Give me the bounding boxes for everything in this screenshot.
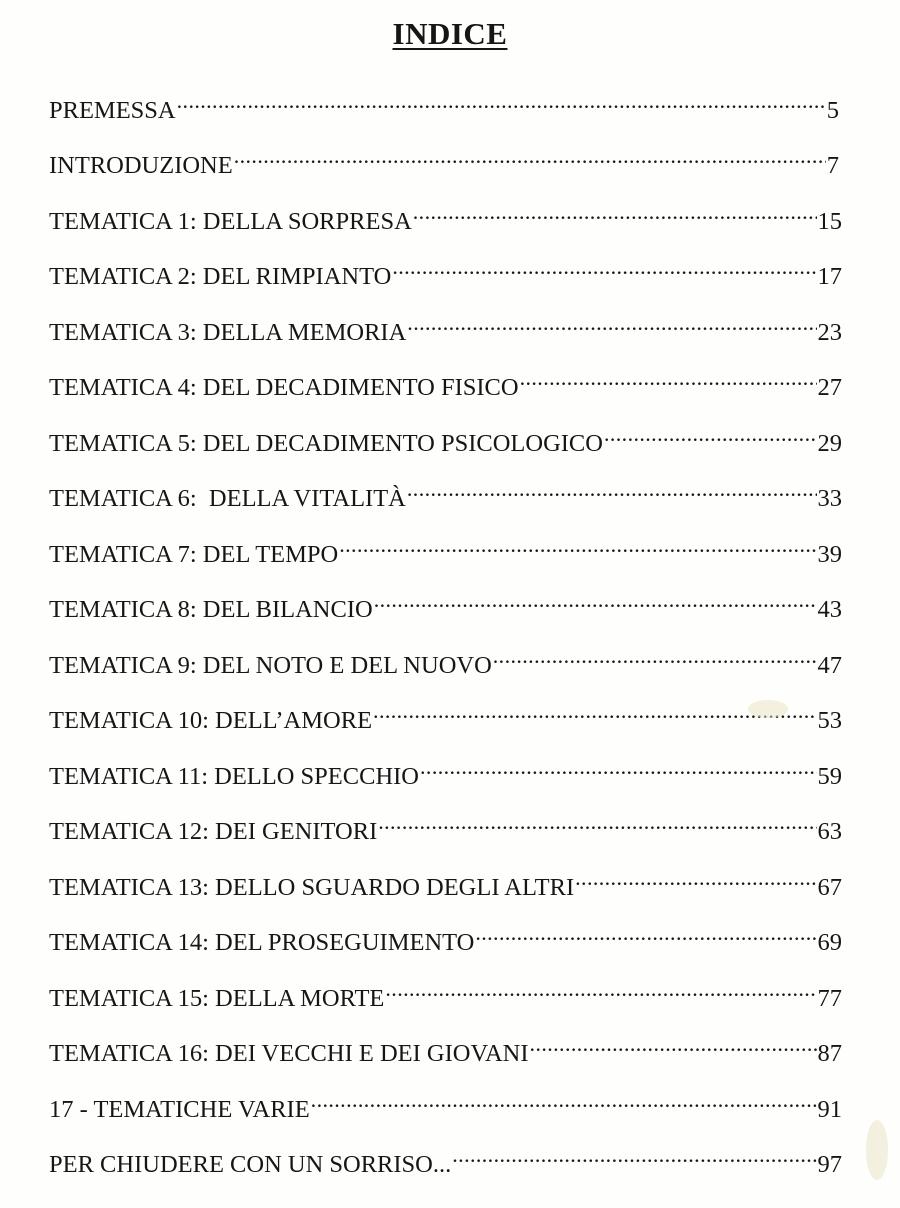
toc-entry-page: 87 xyxy=(817,1040,842,1067)
toc-entry-page: 27 xyxy=(817,374,842,401)
toc-entry-tematica-9[interactable] xyxy=(49,641,842,682)
toc-entry-label: TEMATICA 9: DEL NOTO E DEL NUOVO xyxy=(49,652,492,679)
toc-entry-tematica-7[interactable] xyxy=(49,530,842,571)
toc-entry-page: 77 xyxy=(817,985,842,1012)
toc-entry-label: TEMATICA 11: DELLO SPECCHIO xyxy=(49,763,420,790)
toc-entry-label: TEMATICA 5: DEL DECADIMENTO PSICOLOGICO xyxy=(49,430,603,457)
scan-speck xyxy=(748,700,788,718)
toc-entry-tematica-13[interactable] xyxy=(49,863,842,904)
page-title-text: INDICE xyxy=(392,16,508,51)
toc-entry-tematica-4[interactable] xyxy=(49,363,842,404)
toc-entry-page: 23 xyxy=(817,319,842,346)
toc-entry-tematica-10[interactable] xyxy=(49,696,842,737)
toc-dot-leader xyxy=(475,918,816,950)
toc-entry-page: 91 xyxy=(817,1096,842,1123)
toc-dot-leader xyxy=(520,363,817,395)
toc-entry-premessa[interactable] xyxy=(49,86,839,127)
toc-dot-leader xyxy=(407,308,816,340)
toc-entry-page: 69 xyxy=(817,929,842,956)
toc-entry-label: INTRODUZIONE xyxy=(49,152,233,179)
toc-entry-page: 29 xyxy=(817,430,842,457)
toc-entry-tematica-15[interactable] xyxy=(49,974,842,1015)
toc-dot-leader xyxy=(374,585,817,617)
toc-entry-page: 15 xyxy=(817,208,842,235)
toc-entry-label: TEMATICA 15: DELLA MORTE xyxy=(49,985,385,1012)
toc-entry-tematica-3[interactable] xyxy=(49,308,842,349)
toc-entry-tematica-5[interactable] xyxy=(49,419,842,460)
toc-dot-leader xyxy=(604,419,817,451)
toc-entry-tematica-2[interactable] xyxy=(49,252,842,293)
toc-entry-label: 17 - TEMATICHE VARIE xyxy=(49,1096,310,1123)
toc-entry-tematica-8[interactable] xyxy=(49,585,842,626)
toc-entry-label: TEMATICA 8: DEL BILANCIO xyxy=(49,596,373,623)
toc-entry-page: 97 xyxy=(817,1151,842,1178)
toc-dot-leader xyxy=(452,1140,816,1172)
toc-dot-leader xyxy=(420,752,816,784)
toc-entry-tematica-11[interactable] xyxy=(49,752,842,793)
toc-entry-tematiche-varie[interactable] xyxy=(49,1085,842,1126)
toc-entry-page: 47 xyxy=(817,652,842,679)
toc-dot-leader xyxy=(575,863,816,895)
toc-entry-label: TEMATICA 10: DELL’AMORE xyxy=(49,707,373,734)
toc-dot-leader xyxy=(311,1085,817,1117)
toc-entry-page: 7 xyxy=(826,152,839,179)
toc-entry-per-chiudere[interactable] xyxy=(49,1140,842,1181)
toc-entry-tematica-12[interactable] xyxy=(49,807,842,848)
toc-entry-page: 67 xyxy=(817,874,842,901)
toc-entry-label: TEMATICA 13: DELLO SGUARDO DEGLI ALTRI xyxy=(49,874,575,901)
toc-entry-label: TEMATICA 4: DEL DECADIMENTO FISICO xyxy=(49,374,519,401)
toc-entry-page: 5 xyxy=(826,97,839,124)
toc-entry-label: TEMATICA 2: DEL RIMPIANTO xyxy=(49,263,392,290)
toc-entry-page: 17 xyxy=(817,263,842,290)
toc-entry-page: 39 xyxy=(817,541,842,568)
toc-entry-label: TEMATICA 16: DEI VECCHI E DEI GIOVANI xyxy=(49,1040,529,1067)
toc-entry-page: 43 xyxy=(817,596,842,623)
toc-entry-tematica-6[interactable] xyxy=(49,474,842,515)
toc-dot-leader xyxy=(378,807,816,839)
toc-dot-leader xyxy=(413,197,817,229)
toc-entry-tematica-1[interactable] xyxy=(49,197,842,238)
toc-entry-page: 63 xyxy=(817,818,842,845)
toc-entry-introduzione[interactable] xyxy=(49,141,839,182)
toc-dot-leader xyxy=(493,641,817,673)
toc-entry-label: TEMATICA 1: DELLA SORPRESA xyxy=(49,208,412,235)
toc-entry-label: TEMATICA 3: DELLA MEMORIA xyxy=(49,319,407,346)
toc-entry-tematica-14[interactable] xyxy=(49,918,842,959)
toc-dot-leader xyxy=(339,530,816,562)
toc-dot-leader xyxy=(407,474,817,506)
toc-dot-leader xyxy=(177,86,826,118)
toc-entry-tematica-16[interactable] xyxy=(49,1029,842,1070)
toc-dot-leader xyxy=(530,1029,817,1061)
toc-entry-label: PER CHIUDERE CON UN SORRISO... xyxy=(49,1151,452,1178)
toc-entry-page: 59 xyxy=(817,763,842,790)
toc-entry-label: TEMATICA 14: DEL PROSEGUIMENTO xyxy=(49,929,475,956)
toc-dot-leader xyxy=(392,252,816,284)
toc-entry-page: 53 xyxy=(817,707,842,734)
toc-entry-label: TEMATICA 12: DEI GENITORI xyxy=(49,818,378,845)
toc-dot-leader xyxy=(385,974,816,1006)
toc-entry-label: TEMATICA 7: DEL TEMPO xyxy=(49,541,339,568)
toc-dot-leader xyxy=(234,141,826,173)
toc-entry-page: 33 xyxy=(817,485,842,512)
scan-speck xyxy=(866,1120,888,1180)
toc-entry-label: TEMATICA 6: DELLA VITALITÀ xyxy=(49,485,406,512)
toc-entry-label: PREMESSA xyxy=(49,97,176,124)
